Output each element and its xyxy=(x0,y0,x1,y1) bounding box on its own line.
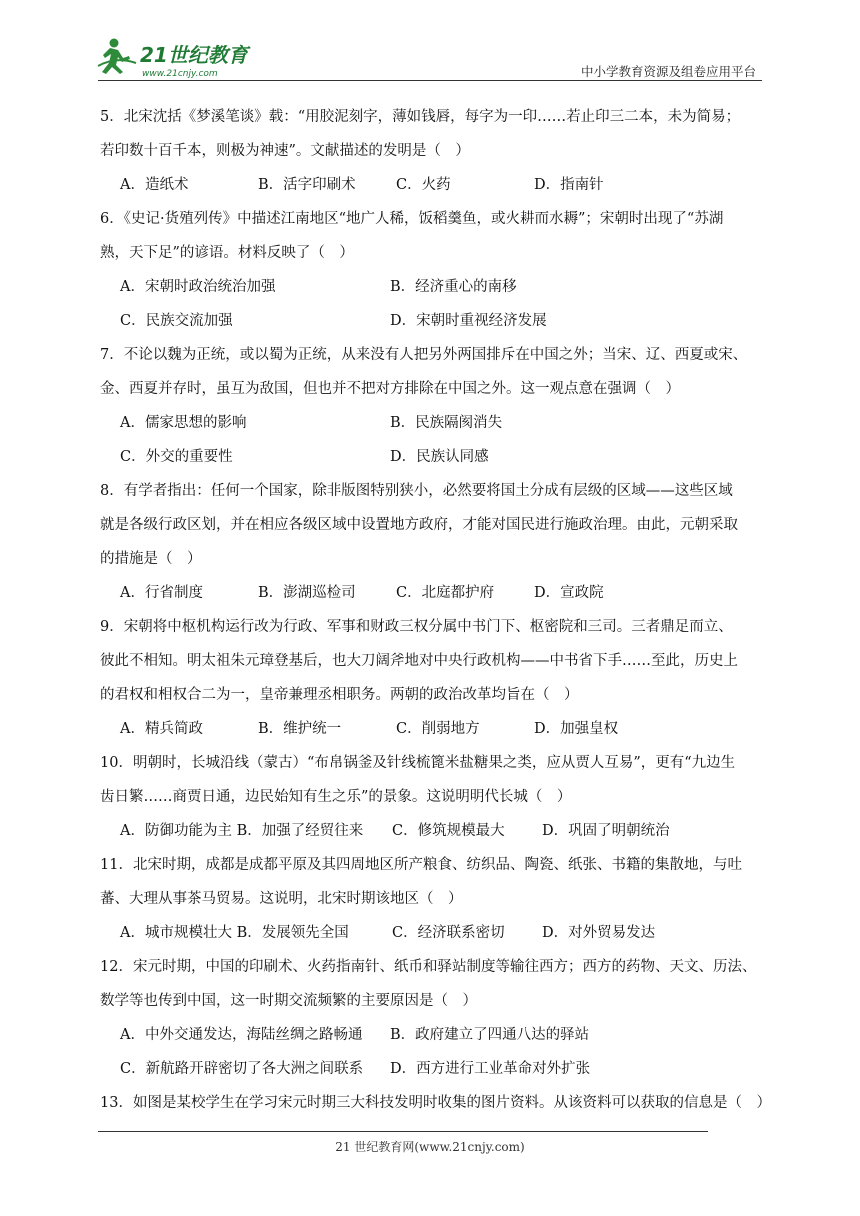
answer-option[interactable]: A．造纸术 xyxy=(120,177,189,193)
answer-option[interactable]: B．维护统一 xyxy=(258,721,342,737)
question-item xyxy=(100,338,766,474)
question-stem-line: 的君权和相权合二为一，皇帝兼理丞相职务。两朝的政治改革均旨在（ ） xyxy=(100,687,579,703)
question-item xyxy=(100,1086,771,1120)
question-item xyxy=(100,474,766,610)
answer-option[interactable]: D．巩固了明朝统治 xyxy=(542,823,670,839)
answer-option[interactable]: B．民族隔阂消失 xyxy=(390,415,503,431)
logo-text: 21世纪教育 xyxy=(140,43,248,67)
answer-option[interactable]: D．宣政院 xyxy=(534,585,604,601)
answer-option[interactable]: C．经济联系密切 xyxy=(392,925,505,941)
platform-subtitle: 中小学教育资源及组卷应用平台 xyxy=(580,64,756,79)
answer-option[interactable]: A．精兵简政 xyxy=(120,721,203,737)
option-row xyxy=(100,916,766,950)
option-row xyxy=(100,304,766,338)
question-list xyxy=(100,100,771,1120)
question-stem-line: 熟，天下足”的谚语。材料反映了（ ） xyxy=(100,245,354,261)
question-stem-line: 齿日繁……商贾日通，边民始知有生之乐”的景象。这说明明代长城（ ） xyxy=(100,789,572,805)
answer-option[interactable]: C．外交的重要性 xyxy=(120,449,233,465)
option-row xyxy=(100,1018,766,1052)
question-stem-line: 6．《史记·货殖列传》中描述江南地区“地广人稀，饭稻羹鱼，或火耕而水耨”；宋朝时出现了“苏湖 xyxy=(100,211,724,227)
option-row xyxy=(100,406,766,440)
question-stem-line: 7．不论以魏为正统，或以蜀为正统，从来没有人把另外两国排斥在中国之外；当宋、辽、西夏或宋、 xyxy=(100,347,748,363)
answer-option[interactable]: D．加强皇权 xyxy=(534,721,619,737)
question-item xyxy=(100,610,766,746)
answer-option[interactable]: C．新航路开辟密切了各大洲之间联系 xyxy=(120,1061,364,1077)
footer-divider xyxy=(98,1131,708,1132)
answer-option[interactable]: D．指南针 xyxy=(534,177,604,193)
question-item xyxy=(100,746,766,848)
option-row xyxy=(100,168,766,202)
answer-option[interactable]: C．修筑规模最大 xyxy=(392,823,505,839)
question-stem-line: 5．北宋沈括《梦溪笔谈》载：“用胶泥刻字，薄如钱唇，每字为一印……若止印三二本，未为简易； xyxy=(100,109,741,125)
question-stem-line: 数学等也传到中国，这一时期交流频繁的主要原因是（ ） xyxy=(100,993,477,1009)
question-stem-line: 就是各级行政区划，并在相应各级区域中设置地方政府，才能对国民进行施政治理。由此，元朝采取 xyxy=(100,517,738,533)
question-stem-line: 12．宋元时期，中国的印刷术、火药指南针、纸币和驿站制度等输往西方；西方的药物、天文、历法、 xyxy=(100,959,757,975)
question-stem-line: 彼此不相知。明太祖朱元璋登基后，也大刀阔斧地对中央行政机构——中书省下手……至此，历史上 xyxy=(100,653,738,669)
option-row xyxy=(100,576,766,610)
question-stem-line: 13．如图是某校学生在学习宋元时期三大科技发明时收集的图片资料。从该资料可以获取的信息是（ ） xyxy=(100,1095,771,1111)
answer-option[interactable]: A．城市规模壮大 B．发展领先全国 xyxy=(120,925,349,941)
header-divider xyxy=(98,80,762,81)
option-row xyxy=(100,814,766,848)
question-stem-line: 的措施是（ ） xyxy=(100,551,202,567)
answer-option[interactable]: B．活字印刷术 xyxy=(258,177,356,193)
question-item xyxy=(100,202,766,338)
question-stem-line: 9．宋朝将中枢机构运行改为行政、军事和财政三权分属中书门下、枢密院和三司。三者鼎足而立、 xyxy=(100,619,733,635)
answer-option[interactable]: C．削弱地方 xyxy=(396,721,480,737)
answer-option[interactable]: D．对外贸易发达 xyxy=(542,925,656,941)
answer-option[interactable]: D．宋朝时重视经济发展 xyxy=(390,313,547,329)
question-stem-line: 11．北宋时期，成都是成都平原及其四周地区所产粮食、纺织品、陶瓷、纸张、书籍的集散地，与吐 xyxy=(100,857,742,873)
question-stem-line: 10．明朝时，长城沿线（蒙古）“布帛锅釜及针线梳篦米盐糖果之类，应从贾人互易”，更有“九边生 xyxy=(100,755,736,771)
answer-option[interactable]: C．北庭都护府 xyxy=(396,585,495,601)
answer-option[interactable]: A．防御功能为主 B．加强了经贸往来 xyxy=(120,823,364,839)
question-stem-line: 若印数十百千本，则极为神速”。文献描述的发明是（ ） xyxy=(100,143,470,159)
footer-text: 21 世纪教育网(www.21cnjy.com) xyxy=(335,1140,525,1154)
logo-url: www.21cnjy.com xyxy=(142,69,218,79)
answer-option[interactable]: A．宋朝时政治统治加强 xyxy=(120,279,276,295)
answer-option[interactable]: D．西方进行工业革命对外扩张 xyxy=(390,1061,591,1077)
question-item xyxy=(100,100,766,202)
answer-option[interactable]: B．政府建立了四通八达的驿站 xyxy=(390,1027,590,1043)
option-row xyxy=(100,712,766,746)
question-item xyxy=(100,950,766,1086)
answer-option[interactable]: A．行省制度 xyxy=(120,585,203,601)
option-row xyxy=(100,270,766,304)
answer-option[interactable]: A．中外交通发达，海陆丝绸之路畅通 xyxy=(120,1027,363,1043)
site-logo xyxy=(96,36,266,80)
answer-option[interactable]: C．民族交流加强 xyxy=(120,313,233,329)
answer-option[interactable]: A．儒家思想的影响 xyxy=(120,415,247,431)
answer-option[interactable]: B．经济重心的南移 xyxy=(390,279,517,295)
option-row xyxy=(100,1052,766,1086)
question-stem-line: 8．有学者指出：任何一个国家，除非版图特别狭小，必然要将国土分成有层级的区域——这些区域 xyxy=(100,483,733,499)
question-item xyxy=(100,848,766,950)
answer-option[interactable]: D．民族认同感 xyxy=(390,449,489,465)
answer-option[interactable]: C．火药 xyxy=(396,177,451,193)
answer-option[interactable]: B．澎湖巡检司 xyxy=(258,585,356,601)
running-figure-icon xyxy=(98,39,136,75)
option-row xyxy=(100,440,766,474)
question-stem-line: 蕃、大理从事茶马贸易。这说明，北宋时期该地区（ ） xyxy=(100,891,463,907)
question-stem-line: 金、西夏并存时，虽互为敌国，但也并不把对方排除在中国之外。这一观点意在强调（ ） xyxy=(100,381,680,397)
